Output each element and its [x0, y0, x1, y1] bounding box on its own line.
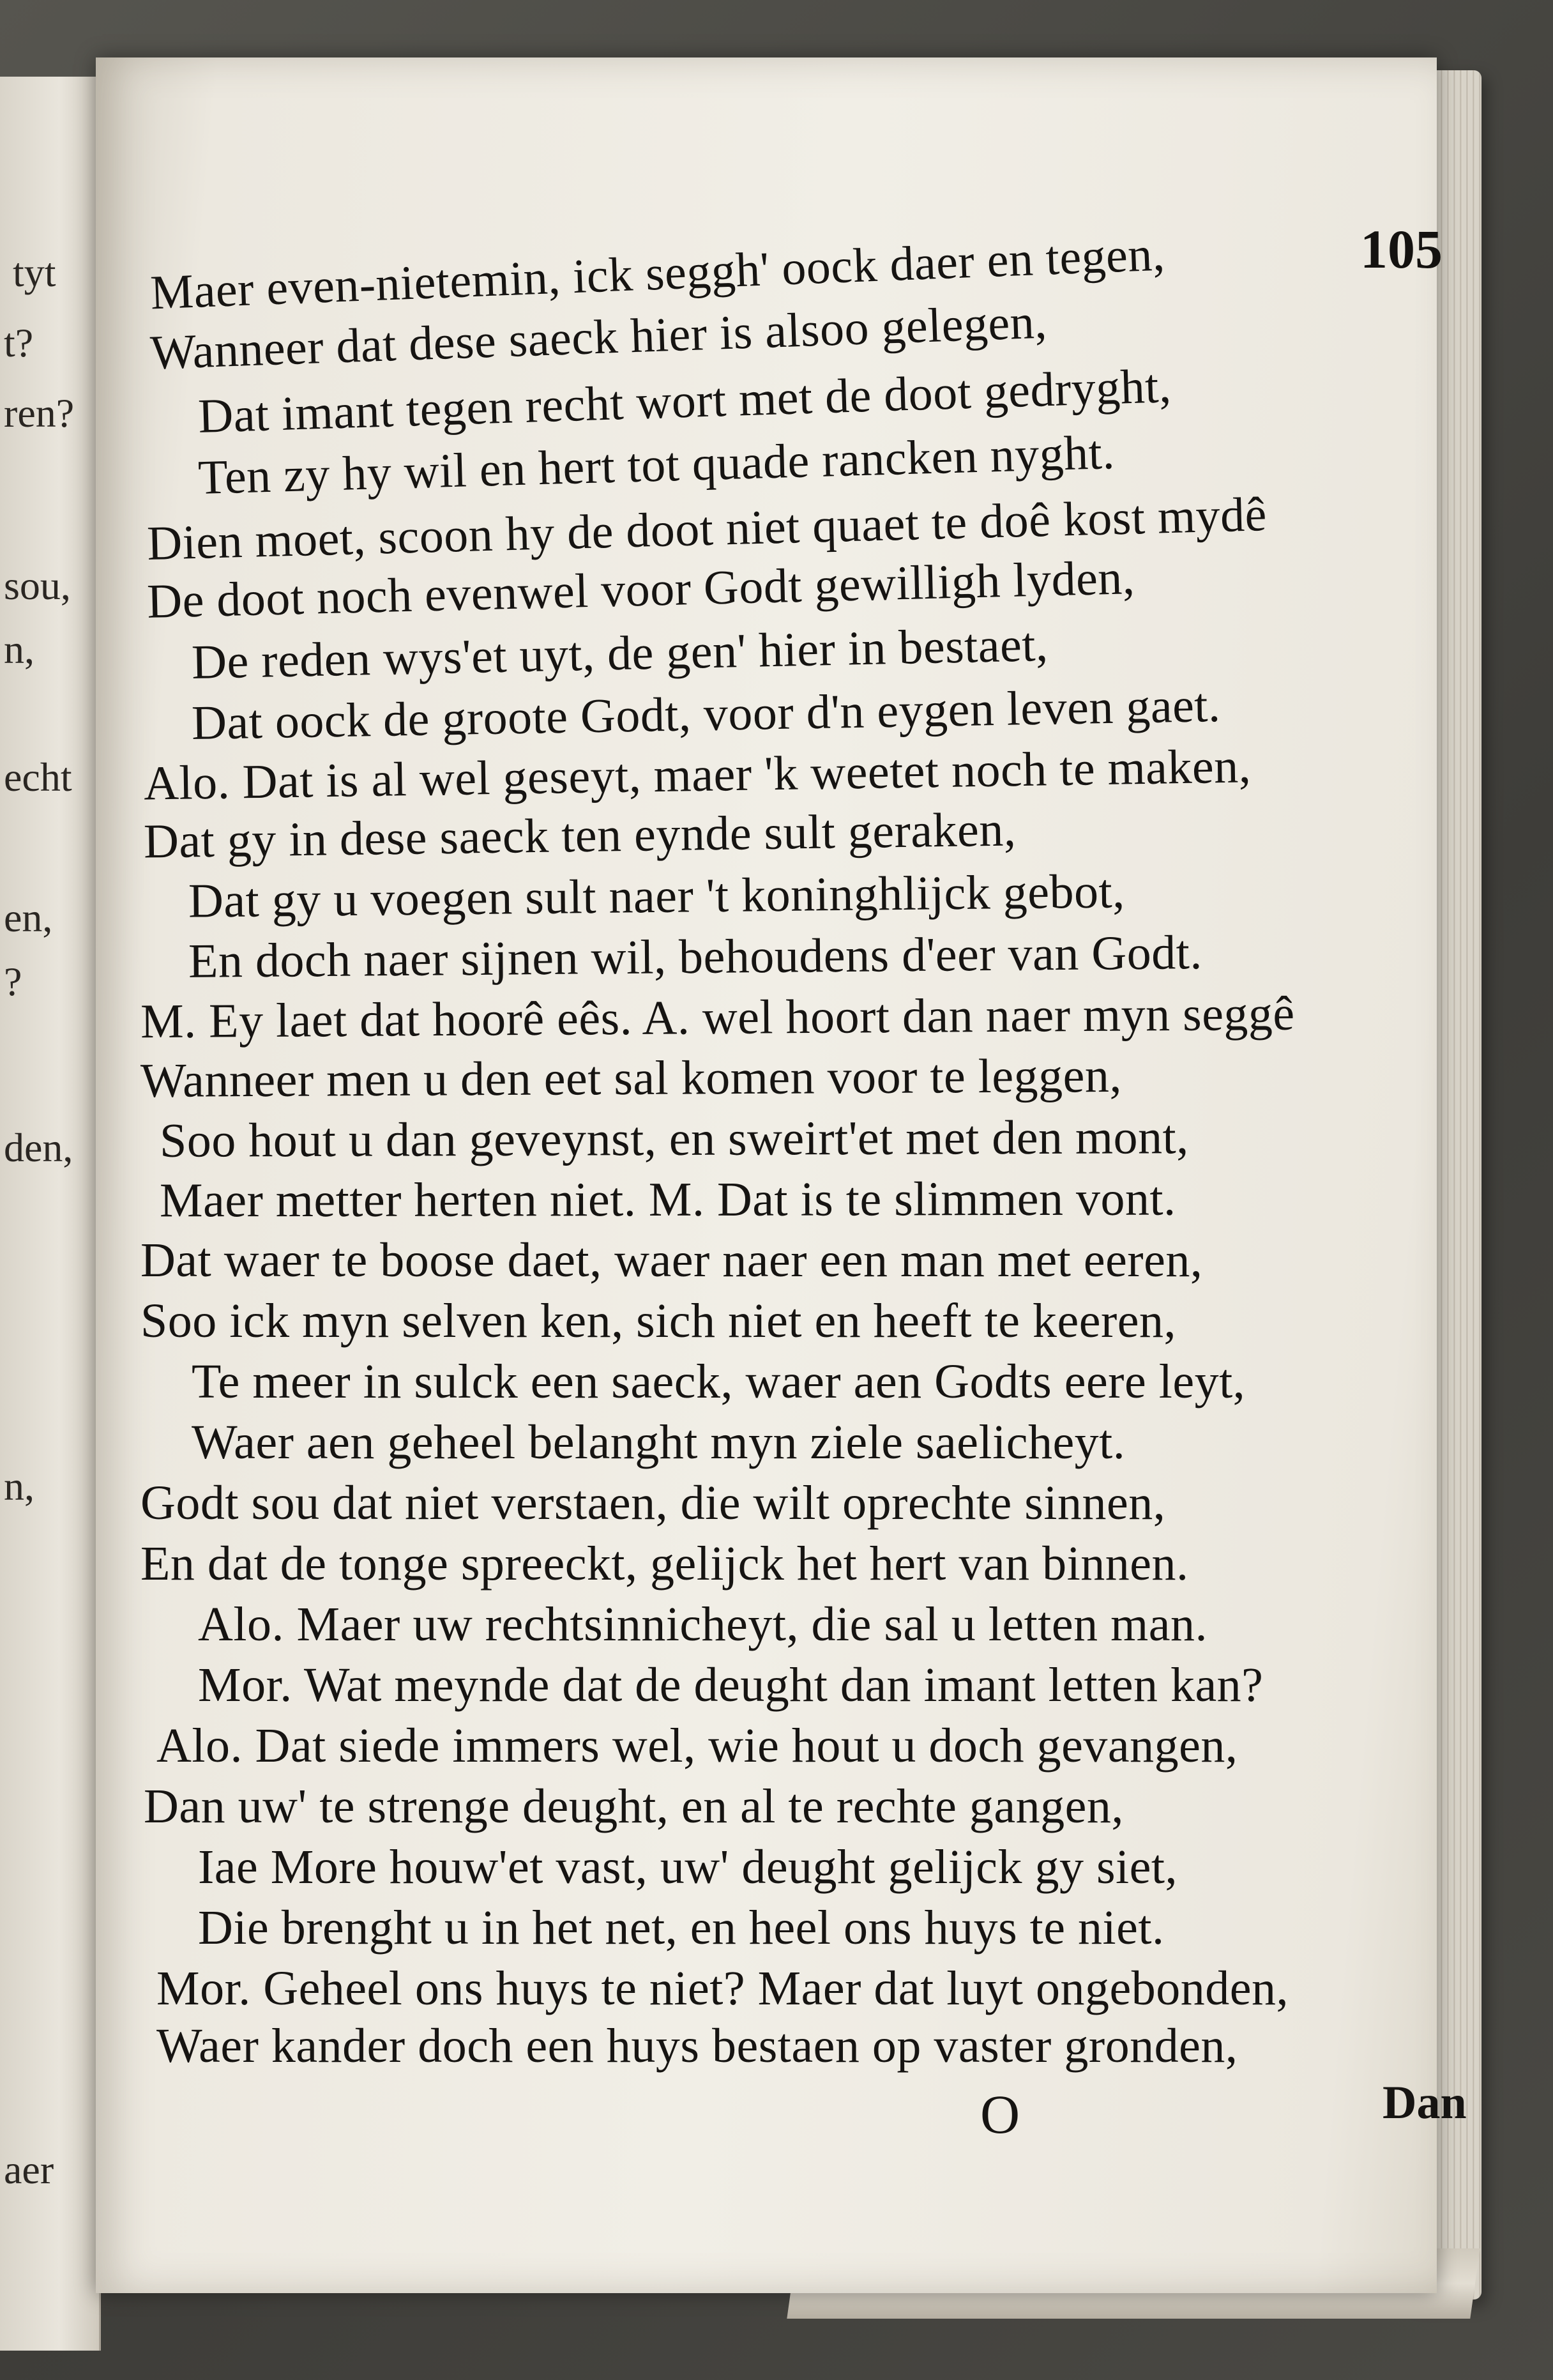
- previous-page-edge: [0, 77, 101, 2351]
- verse-line: Iae More houw'et vast, uw' deught gelijck gy siet,: [198, 1840, 1178, 1894]
- left-fragment: n,: [4, 1463, 34, 1509]
- verse-line: Wanneer dat dese saeck hier is alsoo gelegen,: [149, 294, 1048, 380]
- verse-line: Dat gy u voegen sult naer 't koninghlijck gebot,: [188, 864, 1126, 928]
- verse-line: De reden wys'et uyt, de gen' hier in bestaet,: [191, 617, 1049, 690]
- verse-line: Maer even-nietemin, ick seggh' oock daer en tegen,: [149, 227, 1166, 320]
- verse-line: En doch naer sijnen wil, behoudens d'eer van Godt.: [188, 926, 1203, 988]
- page-number: 105: [1360, 218, 1443, 280]
- left-fragment: aer: [4, 2147, 54, 2192]
- verse-line: Dat waer te boose daet, waer naer een man met eeren,: [140, 1233, 1203, 1287]
- verse-line: Dat imant tegen recht wort met de doot gedryght,: [197, 359, 1172, 443]
- verse-line: Alo. Dat is al wel geseyt, maer 'k weetet noch te maken,: [143, 739, 1252, 811]
- verse-line: M. Ey laet dat hoorê eês. A. wel hoort dan naer myn seggê: [140, 986, 1295, 1049]
- left-fragment: sou,: [4, 563, 71, 608]
- catchword: Dan: [1383, 2077, 1467, 2129]
- verse-line: Mor. Geheel ons huys te niet? Maer dat luyt ongebonden,: [156, 1962, 1289, 2015]
- left-fragment: echt: [4, 754, 72, 800]
- verse-line: Waer kander doch een huys bestaen op vaster gronden,: [156, 2019, 1238, 2073]
- left-fragment: tyt: [13, 250, 56, 295]
- book-page: [96, 57, 1467, 2293]
- left-fragment: n,: [4, 627, 34, 672]
- left-fragment: ren?: [4, 390, 75, 436]
- left-fragment: en,: [4, 895, 53, 940]
- verse-line: Mor. Wat meynde dat de deught dan imant letten kan?: [198, 1658, 1264, 1712]
- verse-line: Wanneer men u den eet sal komen voor te leggen,: [140, 1048, 1123, 1108]
- verse-line: Dan uw' te strenge deught, en al te rechte gangen,: [144, 1780, 1124, 1833]
- verse-line: Dien moet, scoon hy de doot niet quaet te doê kost mydê: [146, 487, 1268, 570]
- verse-line: Die brenght u in het net, en heel ons huys te niet.: [198, 1901, 1165, 1955]
- verse-line: Alo. Dat siede immers wel, wie hout u doch gevangen,: [156, 1719, 1238, 1773]
- verse-text: [96, 57, 1437, 2293]
- verse-line: Alo. Maer uw rechtsinnicheyt, die sal u letten man.: [198, 1598, 1208, 1651]
- verse-line: Soo ick myn selven ken, sich niet en heeft te keeren,: [140, 1294, 1176, 1348]
- verse-line: Godt sou dat niet verstaen, die wilt oprechte sinnen,: [140, 1476, 1166, 1530]
- verse-line: Soo hout u dan geveynst, en sweirt'et met den mont,: [159, 1110, 1189, 1168]
- verse-line: Dat gy in dese saeck ten eynde sult geraken,: [143, 802, 1017, 869]
- verse-line: Te meer in sulck een saeck, waer aen Godts eere leyt,: [192, 1355, 1246, 1408]
- verse-line: Dat oock de groote Godt, voor d'n eygen leven gaet.: [191, 678, 1222, 751]
- verse-line: Ten zy hy wil en hert tot quade rancken nyght.: [197, 425, 1116, 505]
- left-fragment: den,: [4, 1125, 73, 1170]
- verse-line: De doot noch evenwel voor Godt gewilligh lyden,: [146, 551, 1136, 629]
- verse-line: Maer metter herten niet. M. Dat is te slimmen vont.: [159, 1171, 1176, 1228]
- verse-line: En dat de tonge spreeckt, gelijck het hert van binnen.: [140, 1537, 1189, 1590]
- left-fragment: t?: [4, 320, 34, 365]
- left-fragment: ?: [4, 959, 22, 1004]
- signature-mark: O: [980, 2084, 1020, 2145]
- verse-line: Waer aen geheel belanght myn ziele saelicheyt.: [192, 1415, 1126, 1469]
